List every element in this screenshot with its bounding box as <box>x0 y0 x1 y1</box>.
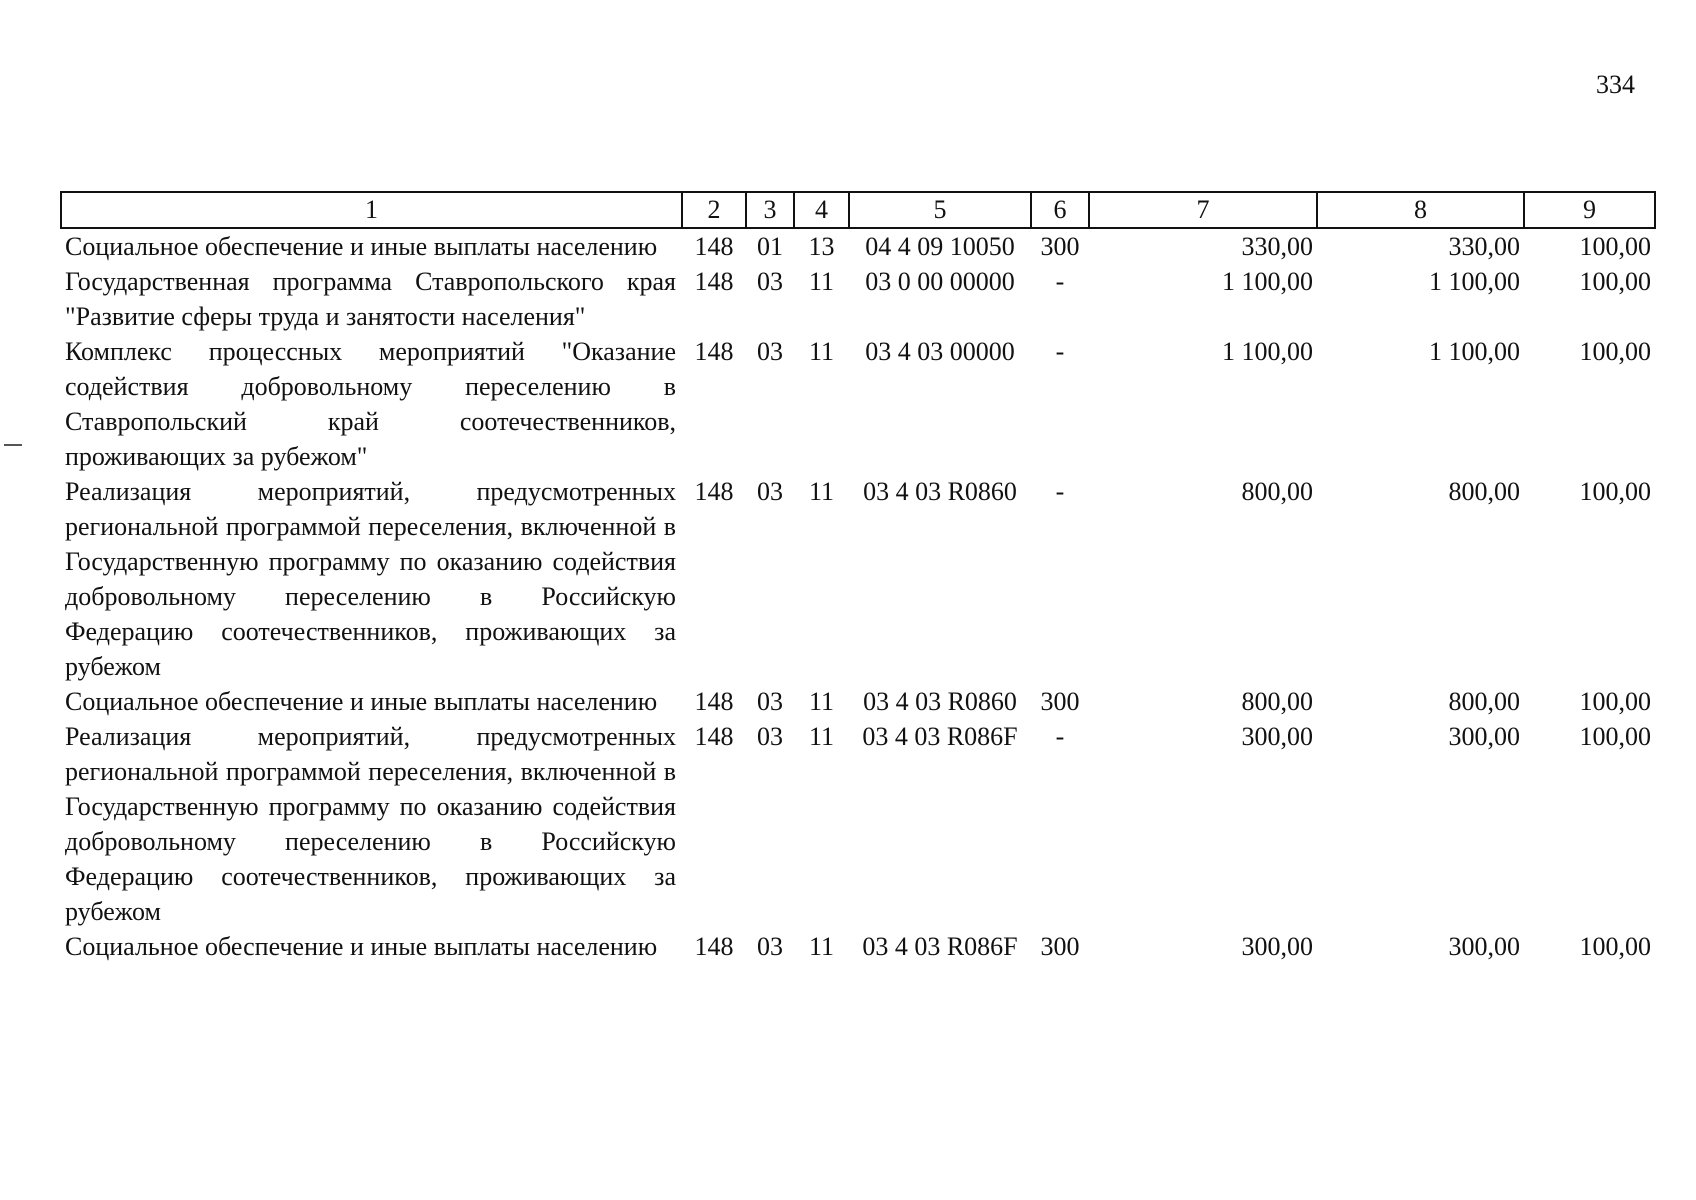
cell-col-6: 300 <box>1040 932 1080 961</box>
table-row <box>61 228 1655 264</box>
cell-col-7: 330,00 <box>1241 232 1313 261</box>
cell-col-5: 03 4 03 R086F <box>862 932 1018 961</box>
cell-col-5: 03 0 00 00000 <box>865 267 1015 296</box>
row-name: Реализация мероприятий, предусмотренных региональной программой переселения, включенной в Государственную программу по оказанию содействия добровольному переселению в Российскую Федерацию соотечественников, проживающих за рубежом <box>65 477 676 681</box>
row-name: Социальное обеспечение и иные выплаты населению <box>65 232 658 261</box>
cell-col-4: 13 <box>808 232 835 261</box>
cell-col-5: 03 4 03 00000 <box>865 337 1015 366</box>
cell-col-8: 800,00 <box>1448 477 1520 506</box>
cell-col-8: 300,00 <box>1448 722 1520 751</box>
row-name: Социальное обеспечение и иные выплаты населению <box>65 687 658 716</box>
cell-col-9: 100,00 <box>1579 232 1651 261</box>
cell-col-8: 300,00 <box>1448 932 1520 961</box>
cell-col-4: 11 <box>808 267 835 296</box>
header-row <box>61 192 1655 228</box>
cell-col-7: 800,00 <box>1241 687 1313 716</box>
header-col-1: 1 <box>61 192 682 228</box>
cell-col-8: 1 100,00 <box>1429 337 1520 366</box>
cell-col-6: 300 <box>1040 232 1080 261</box>
table-row <box>61 719 1655 929</box>
table-row <box>61 929 1655 964</box>
cell-col-7: 1 100,00 <box>1222 337 1313 366</box>
cell-col-5: 03 4 03 R0860 <box>863 687 1017 716</box>
cell-col-2: 148 <box>694 932 734 961</box>
cell-col-2: 148 <box>694 337 734 366</box>
page-number: 334 <box>1596 70 1635 99</box>
cell-col-2: 148 <box>694 477 734 506</box>
header-col-9: 9 <box>1524 192 1655 228</box>
table-row <box>61 334 1655 474</box>
cell-col-9: 100,00 <box>1579 477 1651 506</box>
cell-col-6: - <box>1055 267 1065 296</box>
cell-col-5: 03 4 03 R0860 <box>863 477 1017 506</box>
cell-col-3: 03 <box>757 932 783 961</box>
cell-col-2: 148 <box>694 267 734 296</box>
cell-col-8: 1 100,00 <box>1429 267 1520 296</box>
cell-col-2: 148 <box>694 722 734 751</box>
row-name: Государственная программа Ставропольского края "Развитие сферы труда и занятости населения" <box>65 267 676 331</box>
cell-col-5: 04 4 09 10050 <box>865 232 1015 261</box>
cell-col-2: 148 <box>694 687 734 716</box>
header-col-4: 4 <box>794 192 849 228</box>
cell-col-5: 03 4 03 R086F <box>862 722 1018 751</box>
cell-col-6: - <box>1055 477 1065 506</box>
cell-col-7: 300,00 <box>1241 932 1313 961</box>
header-col-8: 8 <box>1317 192 1524 228</box>
cell-col-3: 01 <box>757 232 783 261</box>
cell-col-4: 11 <box>808 932 835 961</box>
cell-col-3: 03 <box>757 477 783 506</box>
table-row <box>61 684 1655 719</box>
table-row <box>61 264 1655 334</box>
header-col-7: 7 <box>1089 192 1317 228</box>
header-col-2: 2 <box>682 192 746 228</box>
cell-col-6: 300 <box>1040 687 1080 716</box>
cell-col-4: 11 <box>808 687 835 716</box>
cell-col-2: 148 <box>694 232 734 261</box>
row-name: Реализация мероприятий, предусмотренных региональной программой переселения, включенной в Государственную программу по оказанию содействия добровольному переселению в Российскую Федерацию соотечественников, проживающих за рубежом <box>65 722 676 926</box>
cell-col-3: 03 <box>757 722 783 751</box>
cell-col-7: 1 100,00 <box>1222 267 1313 296</box>
header-col-5: 5 <box>849 192 1031 228</box>
cell-col-4: 11 <box>808 337 835 366</box>
cell-col-9: 100,00 <box>1579 932 1651 961</box>
scan-mark <box>4 444 22 446</box>
cell-col-6: - <box>1055 722 1065 751</box>
header-col-6: 6 <box>1031 192 1089 228</box>
cell-col-7: 300,00 <box>1241 722 1313 751</box>
cell-col-3: 03 <box>757 267 783 296</box>
cell-col-4: 11 <box>808 722 835 751</box>
budget-table <box>60 191 1656 964</box>
cell-col-3: 03 <box>757 687 783 716</box>
row-name: Комплекс процессных мероприятий "Оказание содействия добровольному переселению в Ставропольский край соотечественников, проживающих за рубежом" <box>65 337 676 471</box>
row-name: Социальное обеспечение и иные выплаты населению <box>65 932 658 961</box>
cell-col-9: 100,00 <box>1579 687 1651 716</box>
cell-col-8: 800,00 <box>1448 687 1520 716</box>
cell-col-9: 100,00 <box>1579 337 1651 366</box>
cell-col-3: 03 <box>757 337 783 366</box>
header-col-3: 3 <box>746 192 794 228</box>
cell-col-9: 100,00 <box>1579 267 1651 296</box>
cell-col-8: 330,00 <box>1448 232 1520 261</box>
cell-col-6: - <box>1055 337 1065 366</box>
cell-col-7: 800,00 <box>1241 477 1313 506</box>
cell-col-9: 100,00 <box>1579 722 1651 751</box>
cell-col-4: 11 <box>808 477 835 506</box>
table-row <box>61 474 1655 684</box>
